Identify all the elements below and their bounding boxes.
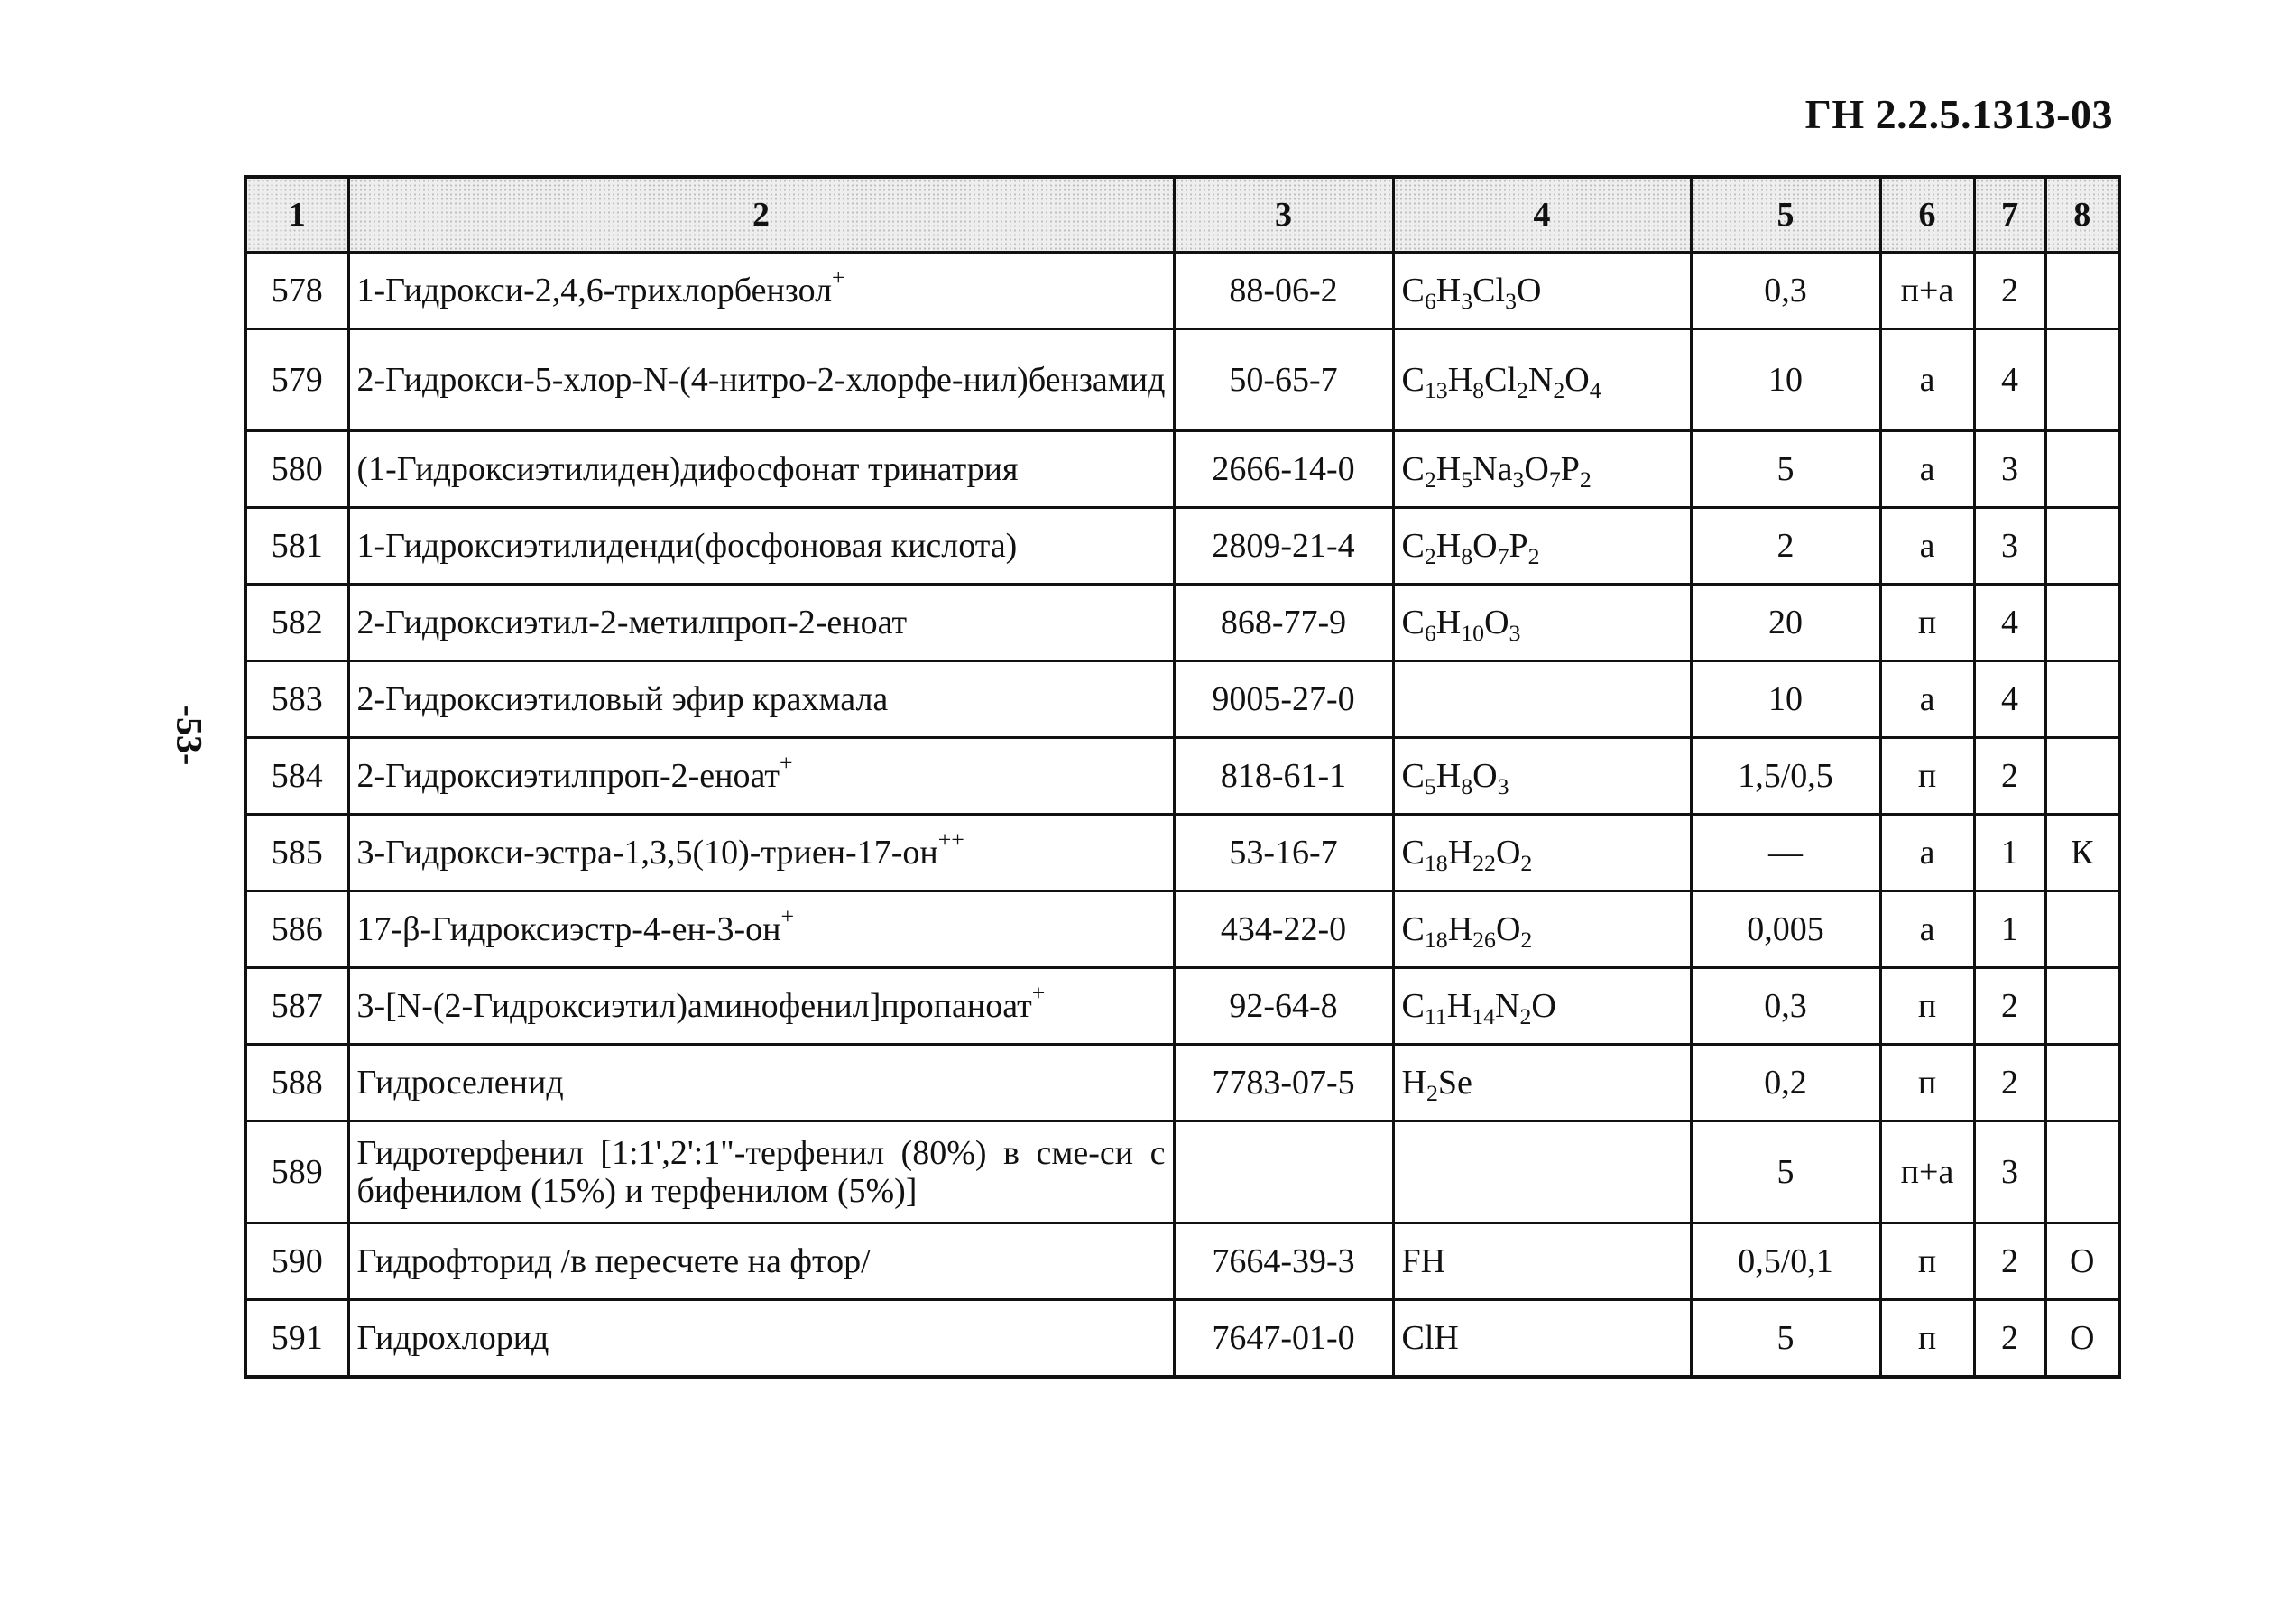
aggregate-state-cell: п — [1880, 1300, 1974, 1378]
table-row — [245, 891, 2119, 968]
note-cell: О — [2045, 1223, 2119, 1300]
cas-number-cell: 9005-27-0 — [1174, 661, 1393, 738]
table-row — [245, 431, 2119, 508]
hazard-class-cell: 3 — [1974, 431, 2045, 508]
formula-element: O — [1531, 987, 1556, 1025]
column-header: 3 — [1174, 177, 1393, 253]
note-cell — [2045, 1045, 2119, 1121]
formula-element: H — [1435, 604, 1462, 641]
formula-element: H — [1401, 1064, 1426, 1102]
formula-cell — [1393, 253, 1691, 329]
cas-number-cell: 2809-21-4 — [1174, 508, 1393, 585]
formula-element: O — [1524, 450, 1549, 488]
note-cell — [2045, 738, 2119, 815]
substance-name: 2-Гидроксиэтилпроп-2-еноат — [356, 757, 780, 795]
formula-element: O — [1472, 757, 1498, 795]
note-cell — [2045, 1121, 2119, 1223]
formula-element: N — [1527, 361, 1554, 399]
formula-element: O — [1484, 604, 1509, 641]
substance-name: 3-[N-(2-Гидроксиэтил)аминофенил]пропаноат — [356, 987, 1032, 1025]
row-number-cell: 585 — [245, 815, 348, 891]
formula-subscript: 4 — [1589, 376, 1601, 403]
limit-value-cell: 0,3 — [1691, 968, 1880, 1045]
formula-subscript: 8 — [1461, 542, 1473, 569]
row-number-cell: 587 — [245, 968, 348, 1045]
aggregate-state-cell: п+а — [1880, 1121, 1974, 1223]
hazard-class-cell: 3 — [1974, 1121, 2045, 1223]
substance-name-cell — [348, 1121, 1174, 1223]
cas-number-cell: 92-64-8 — [1174, 968, 1393, 1045]
column-header: 7 — [1974, 177, 2045, 253]
substance-name-cell — [348, 1223, 1174, 1300]
table-row — [245, 253, 2119, 329]
column-header: 4 — [1393, 177, 1691, 253]
note-cell — [2045, 661, 2119, 738]
substance-name-cell — [348, 431, 1174, 508]
table-row — [245, 815, 2119, 891]
column-header: 2 — [348, 177, 1174, 253]
formula-element: N — [1495, 987, 1520, 1025]
note-cell: К — [2045, 815, 2119, 891]
formula-element: H — [1447, 910, 1473, 948]
formula-subscript: 22 — [1472, 849, 1496, 876]
header-row — [245, 177, 2119, 253]
formula-subscript: 2 — [1579, 466, 1592, 493]
hazard-class-cell: 4 — [1974, 585, 2045, 661]
aggregate-state-cell: п+а — [1880, 253, 1974, 329]
formula-subscript: 3 — [1461, 287, 1473, 314]
row-number-cell: 584 — [245, 738, 348, 815]
formula-element: H — [1446, 987, 1472, 1025]
cas-number-cell: 53-16-7 — [1174, 815, 1393, 891]
formula-subscript: 3 — [1505, 287, 1517, 314]
cas-number-cell: 7664-39-3 — [1174, 1223, 1393, 1300]
substance-name: (1-Гидроксиэтилиден)дифосфонат тринатрия — [356, 450, 1019, 488]
formula-element: H — [1447, 361, 1473, 399]
limit-value-cell: 1,5/0,5 — [1691, 738, 1880, 815]
formula-subscript: 2 — [1424, 542, 1436, 569]
formula-cell — [1393, 738, 1691, 815]
table-row — [245, 661, 2119, 738]
substance-name-cell — [348, 891, 1174, 968]
substance-name: Гидрофторид /в пересчете на фтор/ — [356, 1242, 871, 1280]
formula-element: C — [1401, 834, 1425, 872]
formula-subscript: 2 — [1426, 1079, 1438, 1106]
limit-value-cell: 0,005 — [1691, 891, 1880, 968]
formula-element: C — [1401, 272, 1425, 309]
formula-element: C — [1401, 757, 1425, 795]
formula-element: Se — [1437, 1064, 1472, 1102]
hazard-class-cell: 4 — [1974, 329, 2045, 431]
hazard-class-cell: 4 — [1974, 661, 2045, 738]
row-number-cell: 583 — [245, 661, 348, 738]
aggregate-state-cell: п — [1880, 738, 1974, 815]
row-number-cell: 581 — [245, 508, 348, 585]
formula-subscript: 5 — [1461, 466, 1473, 493]
aggregate-state-cell: а — [1880, 661, 1974, 738]
formula-subscript: 8 — [1461, 772, 1473, 799]
table-row — [245, 1121, 2119, 1223]
formula-element: H — [1447, 834, 1473, 872]
row-number-cell: 590 — [245, 1223, 348, 1300]
cas-number-cell: 2666-14-0 — [1174, 431, 1393, 508]
cas-number-cell: 7647-01-0 — [1174, 1300, 1393, 1378]
formula-element: C — [1401, 604, 1425, 641]
substance-name: 2-Гидрокси-5-хлор-N-(4-нитро-2-хлорфе-нил)бензамид — [356, 361, 1166, 399]
formula-cell — [1393, 431, 1691, 508]
limit-value-cell: 5 — [1691, 431, 1880, 508]
formula-cell — [1393, 815, 1691, 891]
formula-subscript: 3 — [1512, 466, 1525, 493]
limit-value-cell: 5 — [1691, 1300, 1880, 1378]
formula-element: C — [1401, 987, 1425, 1025]
formula-subscript: 3 — [1497, 772, 1509, 799]
formula-element: Cl — [1472, 272, 1506, 309]
row-number-cell: 579 — [245, 329, 348, 431]
formula-element: C — [1401, 527, 1425, 565]
limit-value-cell: 0,2 — [1691, 1045, 1880, 1121]
limit-value-cell: 0,3 — [1691, 253, 1880, 329]
aggregate-state-cell: а — [1880, 815, 1974, 891]
formula-element: O — [1516, 272, 1542, 309]
substance-name-cell — [348, 1300, 1174, 1378]
row-number-cell: 588 — [245, 1045, 348, 1121]
name-superscript: + — [779, 749, 793, 776]
substance-name: 1-Гидрокси-2,4,6-трихлорбензол — [356, 272, 833, 309]
formula-cell — [1393, 329, 1691, 431]
page-number: -53- — [169, 705, 210, 766]
row-number-cell: 586 — [245, 891, 348, 968]
formula-subscript: 14 — [1472, 1002, 1496, 1029]
limit-value-cell: — — [1691, 815, 1880, 891]
formula-subscript: 7 — [1548, 466, 1561, 493]
aggregate-state-cell: а — [1880, 508, 1974, 585]
cas-number-cell: 88-06-2 — [1174, 253, 1393, 329]
formula-subscript: 18 — [1424, 926, 1448, 953]
table-row — [245, 738, 2119, 815]
formula-element: FH — [1401, 1242, 1446, 1280]
note-cell — [2045, 968, 2119, 1045]
substance-name: 1-Гидроксиэтилиденди(фосфоновая кислота) — [356, 527, 1018, 565]
hazard-class-cell: 3 — [1974, 508, 2045, 585]
formula-subscript: 2 — [1527, 542, 1540, 569]
substance-name: Гидрохлорид — [356, 1319, 549, 1357]
column-header: 5 — [1691, 177, 1880, 253]
formula-subscript: 18 — [1424, 849, 1448, 876]
row-number-cell: 580 — [245, 431, 348, 508]
substance-name-cell — [348, 253, 1174, 329]
name-superscript: + — [1031, 979, 1046, 1006]
substance-name: Гидротерфенил [1:1',2':1"-терфенил (80%) в сме-си с бифенилом (15%) и терфенилом (5%)] — [356, 1134, 1166, 1210]
note-cell — [2045, 891, 2119, 968]
formula-cell — [1393, 508, 1691, 585]
formula-subscript: 2 — [1520, 926, 1533, 953]
note-cell: О — [2045, 1300, 2119, 1378]
note-cell — [2045, 508, 2119, 585]
hazard-class-cell: 2 — [1974, 1223, 2045, 1300]
formula-subscript: 3 — [1509, 619, 1521, 646]
substance-name-cell — [348, 329, 1174, 431]
limit-value-cell: 2 — [1691, 508, 1880, 585]
substance-name-cell — [348, 968, 1174, 1045]
column-header: 6 — [1880, 177, 1974, 253]
substance-name: 17-β-Гидроксиэстр-4-ен-3-он — [356, 910, 781, 948]
note-cell — [2045, 431, 2119, 508]
table-row — [245, 329, 2119, 431]
formula-subscript: 6 — [1424, 619, 1436, 646]
formula-element: C — [1401, 450, 1425, 488]
aggregate-state-cell: п — [1880, 585, 1974, 661]
row-number-cell: 591 — [245, 1300, 348, 1378]
hazard-class-cell: 2 — [1974, 1300, 2045, 1378]
formula-element: H — [1435, 757, 1462, 795]
hazard-class-cell: 1 — [1974, 891, 2045, 968]
formula-cell — [1393, 891, 1691, 968]
table-row — [245, 508, 2119, 585]
formula-element: C — [1401, 910, 1425, 948]
formula-element: O — [1472, 527, 1498, 565]
aggregate-state-cell: п — [1880, 1223, 1974, 1300]
formula-element: ClH — [1401, 1319, 1459, 1357]
table-row — [245, 968, 2119, 1045]
note-cell — [2045, 253, 2119, 329]
substance-name: 3-Гидрокси-эстра-1,3,5(10)-триен-17-он — [356, 834, 938, 872]
row-number-cell: 582 — [245, 585, 348, 661]
limit-value-cell: 10 — [1691, 329, 1880, 431]
cas-number-cell: 50-65-7 — [1174, 329, 1393, 431]
formula-subscript: 10 — [1461, 619, 1485, 646]
formula-subscript: 5 — [1424, 772, 1436, 799]
formula-subscript: 13 — [1424, 376, 1448, 403]
aggregate-state-cell: а — [1880, 329, 1974, 431]
aggregate-state-cell: а — [1880, 891, 1974, 968]
table-row — [245, 1045, 2119, 1121]
hazard-class-cell: 2 — [1974, 738, 2045, 815]
formula-cell — [1393, 661, 1691, 738]
formula-subscript: 2 — [1424, 466, 1436, 493]
formula-element: O — [1495, 910, 1521, 948]
formula-cell — [1393, 1300, 1691, 1378]
table-body — [245, 253, 2119, 1378]
formula-subscript: 2 — [1520, 849, 1533, 876]
aggregate-state-cell: п — [1880, 968, 1974, 1045]
substance-name-cell — [348, 1045, 1174, 1121]
substance-name-cell — [348, 661, 1174, 738]
formula-cell — [1393, 1045, 1691, 1121]
formula-element: H — [1435, 527, 1462, 565]
limit-value-cell: 5 — [1691, 1121, 1880, 1223]
formula-element: P — [1560, 450, 1580, 488]
formula-subscript: 8 — [1472, 376, 1485, 403]
formula-subscript: 7 — [1497, 542, 1509, 569]
table-row — [245, 585, 2119, 661]
substance-name: Гидроселенид — [356, 1064, 564, 1102]
name-superscript: ++ — [937, 826, 964, 853]
hazard-class-cell: 2 — [1974, 1045, 2045, 1121]
formula-element: O — [1564, 361, 1590, 399]
formula-cell — [1393, 968, 1691, 1045]
aggregate-state-cell: а — [1880, 431, 1974, 508]
formula-element: H — [1435, 272, 1462, 309]
formula-element: Cl — [1484, 361, 1517, 399]
cas-number-cell: 7783-07-5 — [1174, 1045, 1393, 1121]
formula-cell — [1393, 585, 1691, 661]
note-cell — [2045, 585, 2119, 661]
column-header: 8 — [2045, 177, 2119, 253]
substance-name-cell — [348, 508, 1174, 585]
cas-number-cell: 818-61-1 — [1174, 738, 1393, 815]
hazard-class-cell: 1 — [1974, 815, 2045, 891]
table-row — [245, 1300, 2119, 1378]
cas-number-cell — [1174, 1121, 1393, 1223]
table-row — [245, 1223, 2119, 1300]
formula-element: Na — [1472, 450, 1513, 488]
formula-element: P — [1509, 527, 1528, 565]
column-header: 1 — [245, 177, 348, 253]
row-number-cell: 578 — [245, 253, 348, 329]
substance-name-cell — [348, 815, 1174, 891]
substance-name: 2-Гидроксиэтиловый эфир крахмала — [356, 680, 889, 718]
formula-subscript: 2 — [1519, 1002, 1532, 1029]
formula-element: O — [1495, 834, 1521, 872]
cas-number-cell: 434-22-0 — [1174, 891, 1393, 968]
hazard-class-cell: 2 — [1974, 968, 2045, 1045]
cas-number-cell: 868-77-9 — [1174, 585, 1393, 661]
formula-subscript: 2 — [1553, 376, 1565, 403]
document-code: ГН 2.2.5.1313-03 — [1804, 91, 2113, 137]
formula-subscript: 6 — [1424, 287, 1436, 314]
formula-subscript: 2 — [1516, 376, 1528, 403]
formula-element: C — [1401, 361, 1425, 399]
substance-name-cell — [348, 738, 1174, 815]
row-number-cell: 589 — [245, 1121, 348, 1223]
hazard-class-cell: 2 — [1974, 253, 2045, 329]
aggregate-state-cell: п — [1880, 1045, 1974, 1121]
note-cell — [2045, 329, 2119, 431]
formula-element: H — [1435, 450, 1462, 488]
formula-cell — [1393, 1121, 1691, 1223]
formula-cell — [1393, 1223, 1691, 1300]
limit-value-cell: 10 — [1691, 661, 1880, 738]
substance-name: 2-Гидроксиэтил-2-метилпроп-2-еноат — [356, 604, 908, 641]
substance-name-cell — [348, 585, 1174, 661]
formula-subscript: 26 — [1472, 926, 1496, 953]
limit-value-cell: 20 — [1691, 585, 1880, 661]
substances-table — [244, 175, 2121, 1379]
name-superscript: + — [832, 263, 845, 291]
formula-subscript: 11 — [1424, 1002, 1447, 1029]
name-superscript: + — [780, 902, 795, 929]
limit-value-cell: 0,5/0,1 — [1691, 1223, 1880, 1300]
